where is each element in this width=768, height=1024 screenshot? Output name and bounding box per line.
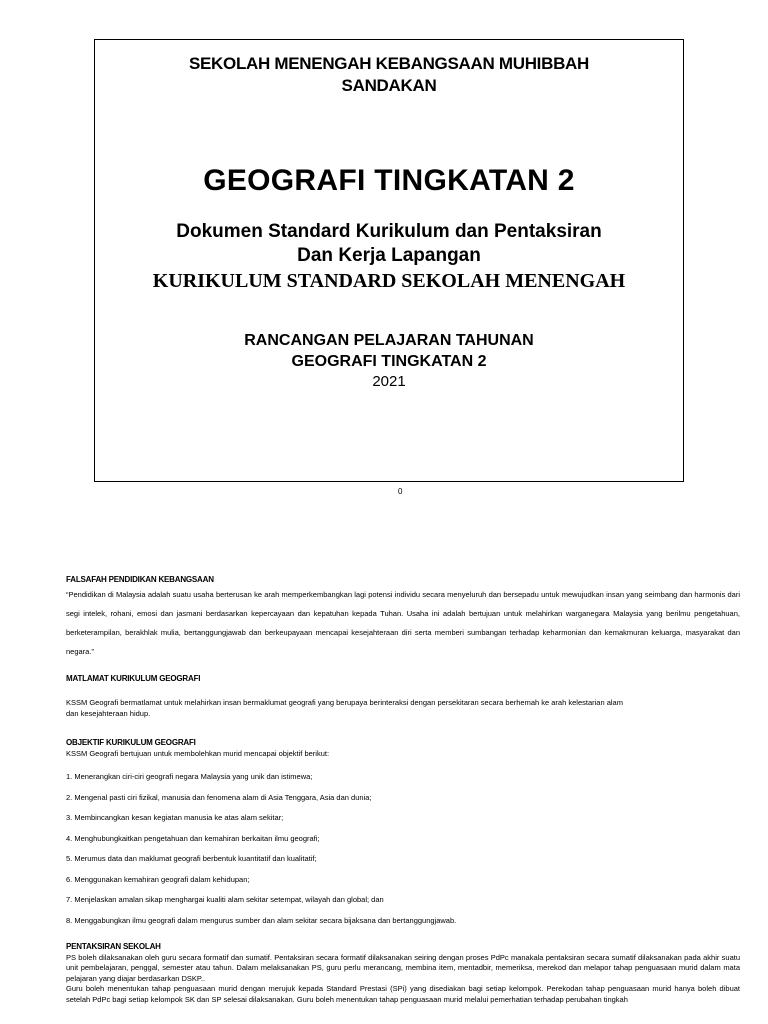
list-item: 6. Menggunakan kemahiran geografi dalam kehidupan; <box>66 874 250 884</box>
rpt-line-1: RANCANGAN PELAJARAN TAHUNAN <box>244 332 534 349</box>
list-item: 8. Menggabungkan ilmu geografi dalam mengurus sumber dan alam sekitar secara bijaksana dan bertanggungjawab. <box>66 915 457 925</box>
dokumen-line-2: Dan Kerja Lapangan <box>297 245 481 266</box>
pentaksiran-body <box>66 953 740 1006</box>
year: 2021 <box>372 373 406 390</box>
matlamat-body <box>66 697 740 719</box>
pentaksiran-para-2: Guru boleh menentukan tahap penguasaan murid dengan merujuk kepada Standard Prestasi (SPi) yang disediakan bagi setiap kelompok. Perekodan tahap penguasaan murid hanya boleh dibuat setelah PdPc bagi setiap kelompok SK dan SP selesai dilaksanakan. Guru boleh menentukan tahap penguasaan murid melalui pemerhatian terhadap perubahan tingkah <box>66 984 740 1004</box>
objektif-list <box>66 771 740 935</box>
objektif-heading: OBJEKTIF KURIKULUM GEOGRAFI <box>66 737 196 747</box>
list-item: 1. Menerangkan ciri-ciri geografi negara Malaysia yang unik dan istimewa; <box>66 772 313 782</box>
falsafah-body: “Pendidikan di Malaysia adalah suatu usaha berterusan ke arah memperkembangkan lagi potensi individu secara menyeluruh dan bersepadu untuk mewujudkan insan yang seimbang dan harmonis dari segi intelek, rohani, emosi dan jasmani berdasarkan kepercayaan dan kepatuhan kepada Tuhan. Usaha ini adalah bertujuan untuk melahirkan warganegara Malaysia yang berilmu pengetahuan, berketerampilan, berakhlak mulia, bertanggungjawab dan berkeupayaan mencapai kesejahteraan diri serta memberi sumbangan terhadap keharmonian dan kemakmuran keluarga, masyarakat dan negara.” <box>66 590 740 657</box>
rpt-title <box>95 330 683 372</box>
falsafah-heading: FALSAFAH PENDIDIKAN KEBANGSAAN <box>66 575 214 584</box>
document-subtitle <box>95 220 683 268</box>
list-item: 7. Menjelaskan amalan sikap menghargai kualiti alam sekitar setempat, wilayah dan global; dan <box>66 895 384 905</box>
rpt-line-2: GEOGRAFI TINGKATAN 2 <box>291 353 487 370</box>
school-line-1: SEKOLAH MENENGAH KEBANGSAAN MUHIBBAH <box>188 54 590 73</box>
pentaksiran-para-1: PS boleh dilaksanakan oleh guru secara formatif dan sumatif. Pentaksiran secara formatif dilaksanakan seiring dengan proses PdPc manakala pentaksiran secara sumatif dilaksanakan pada akhir suatu unit pembelajaran, penggal, semester atau tahun. Dalam melaksanakan PS, guru perlu merancang, membina item, mentadbir, memeriksa, merekod dan melapor tahap penguasaan murid dalam mata pelajaran yang diajar berdasarkan DSKP.. <box>66 952 740 983</box>
pentaksiran-heading: PENTAKSIRAN SEKOLAH <box>66 942 161 952</box>
objektif-intro: KSSM Geografi bertujuan untuk membolehkan murid mencapai objektif berikut: <box>66 749 330 759</box>
school-line-2: SANDAKAN <box>341 76 437 95</box>
cover-box <box>94 39 684 482</box>
page-marker: 0 <box>398 487 403 496</box>
matlamat-line-2: dan kesejahteraan hidup. <box>66 708 151 718</box>
list-item: 5. Merumus data dan maklumat geografi berbentuk kuantitatif dan kualitatif; <box>66 854 317 864</box>
dokumen-line-1: Dokumen Standard Kurikulum dan Pentaksiran <box>176 221 602 242</box>
matlamat-heading: MATLAMAT KURIKULUM GEOGRAFI <box>66 674 201 684</box>
school-name <box>95 53 683 97</box>
list-item: 3. Membincangkan kesan kegiatan manusia ke atas alam sekitar; <box>66 813 284 823</box>
content-section <box>66 575 740 1005</box>
list-item: 4. Menghubungkaitkan pengetahuan dan kemahiran berkaitan ilmu geografi; <box>66 833 320 843</box>
kssm-title: KURIKULUM STANDARD SEKOLAH MENENGAH <box>152 270 626 292</box>
matlamat-line-1: KSSM Geografi bermatlamat untuk melahirkan insan bermaklumat geografi yang berupaya berinteraksi dengan persekitaran secara berhemah ke arah kelestarian alam <box>66 697 623 707</box>
document-title: GEOGRAFI TINGKATAN 2 <box>203 164 575 197</box>
list-item: 2. Mengenal pasti ciri fizikal, manusia dan fenomena alam di Asia Tenggara, Asia dan dunia; <box>66 792 372 802</box>
